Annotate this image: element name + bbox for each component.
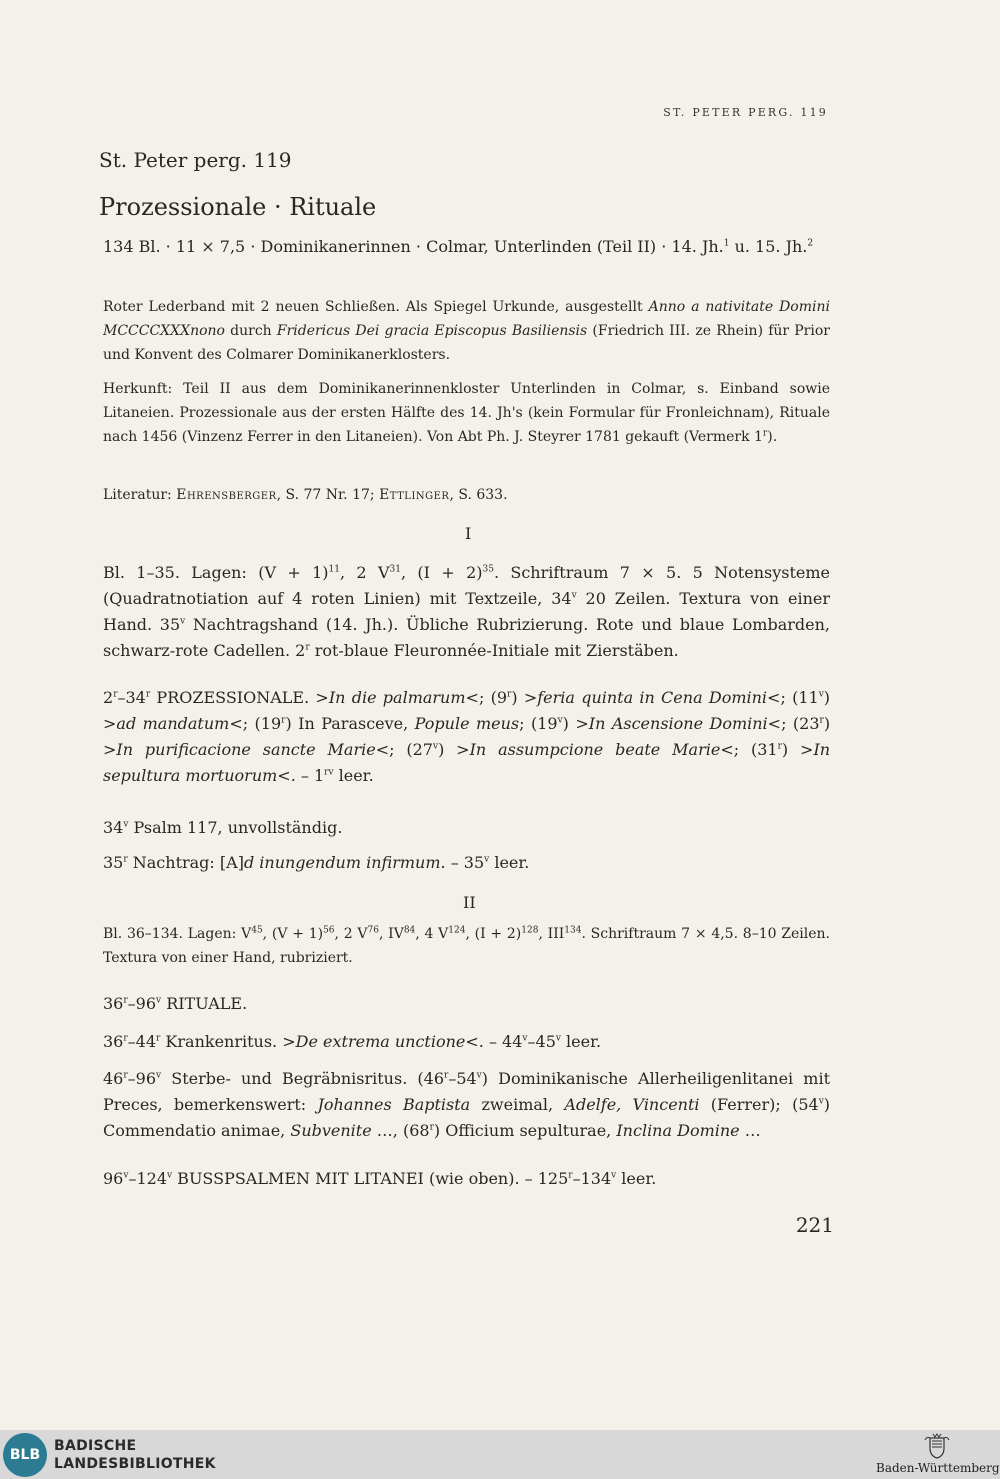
psalm-entry: 34$^v$ Psalm 117, unvollständig. bbox=[103, 818, 343, 837]
binding-description: Roter Lederband mit 2 neuen Schließen. Als Spiegel Urkunde, ausgestellt Anno a nativitate Domini MCCCCXXXnono durch Fridericus Dei gracia Episcopus Basiliensis (Friedrich III. ze Rhein) für Prior und Konvent des Colmarer Dominikanerklosters. bbox=[103, 299, 830, 363]
basic-description: 134 Bl. · 11 × 7,5 · Dominikanerinnen · Colmar, Unterlinden (Teil II) · 14. Jh.$^1$ u. 15. Jh.$^2$ bbox=[103, 237, 814, 256]
running-head: ST. PETER PERG. 119 bbox=[663, 106, 828, 119]
shelfmark-heading: St. Peter perg. 119 bbox=[99, 148, 292, 172]
library-name-line2: LANDESBIBLIOTHEK bbox=[54, 1456, 216, 1472]
footer-bar bbox=[0, 1430, 1000, 1479]
part-one-numeral: I bbox=[465, 524, 472, 543]
page-number: 221 bbox=[795, 1213, 834, 1237]
part-two-numeral: II bbox=[463, 893, 476, 912]
part-one-collation: Bl. 1–35. Lagen: $(V + 1)^{11}$, 2 $V^{31}$, $(I + 2)^{35}$. Schriftraum 7 × 5. 5 Notensysteme (Quadratnotiation auf 4 roten Linien) mit Textzeile, 34$^v$ 20 Zeilen. Textura von einer Hand. 35$^v$ Nachtragshand (14. Jh.). Übliche Rubrizierung. Rote und blaue Lombarden, schwarz-rote Cadellen. 2$^r$ rot-blaue Fleuronnée-Initiale mit Zierstäben. bbox=[103, 563, 831, 660]
busspsalmen-entry: 96$^v$–124$^v$ BUSSPSALMEN MIT LITANEI (wie oben). – 125$^r$–134$^v$ leer. bbox=[103, 1169, 657, 1188]
sterberitus-entry: 46$^r$–96$^v$ Sterbe- und Begräbnisritus. (46$^r$–54$^v$) Dominikanische Allerheiligenlitanei mit Preces, bemerkenswert: Johannes Baptista zweimal, Adelfe, Vincenti (Ferrer); (54$^v$) Commendatio animae, Subvenite …, (68$^r$) Officium sepulturae, Inclina Domine … bbox=[103, 1069, 831, 1140]
provenance-paragraph: Herkunft: Teil II aus dem Dominikanerinnenkloster Unterlinden in Colmar, s. Einband sowie Litaneien. Prozessionale aus der ersten Hälfte des 14. Jh's (kein Formular für Fronleichnam), Rituale nach 1456 (Vinzenz Ferrer in den Litaneien). Von Abt Ph. J. Steyrer 1781 gekauft (Vermerk 1$^r$). bbox=[103, 381, 830, 445]
rituale-heading: 36$^r$–96$^v$ RITUALE. bbox=[103, 994, 248, 1013]
nachtrag-entry: 35$^r$ Nachtrag: [A]d inungendum infirmum. – 35$^v$ leer. bbox=[103, 853, 530, 872]
state-label: Baden-Württemberg bbox=[876, 1461, 1000, 1475]
literature-paragraph: Literatur: Ehrensberger, S. 77 Nr. 17; Ettlinger, S. 633. bbox=[103, 487, 508, 503]
krankenritus-entry: 36$^r$–44$^r$ Krankenritus. >De extrema unctione<. – 44$^v$–45$^v$ leer. bbox=[103, 1032, 602, 1051]
manuscript-title: Prozessionale · Rituale bbox=[99, 193, 377, 221]
library-name-line1: BADISCHE bbox=[54, 1438, 137, 1454]
library-name[interactable] bbox=[54, 1437, 216, 1473]
prozessionale-contents: 2$^r$–34$^r$ PROZESSIONALE. >In die palmarum<; $(9^r)$ >feria quinta in Cena Domini<; $(11^v) >ad$ mandatum<; (19$^r$) In Parasceve, Popule meus; $(19^v) >In$ Ascensione Domini<; $(23^r) >In$ purificacione sancte Marie<; $(27^v) >In$ assumpcione beate Marie<; $(31^r) >In$ sepultura mortuorum<. – $1^{rv}$ leer. bbox=[103, 688, 831, 785]
blb-logo-icon[interactable]: BLB bbox=[3, 1433, 47, 1477]
coat-of-arms-icon bbox=[922, 1432, 952, 1460]
part-two-collation: Bl. 36–134. Lagen: $V^{45}$, $(V + 1)^{56}$, 2 $V^{76}$, IV$^{84}$, 4 $V^{124}$, $(I + 2)^{128}$, III$^{134}$. Schriftraum 7 × 4,5. 8–10 Zeilen. Textura von einer Hand, rubriziert. bbox=[103, 925, 830, 966]
